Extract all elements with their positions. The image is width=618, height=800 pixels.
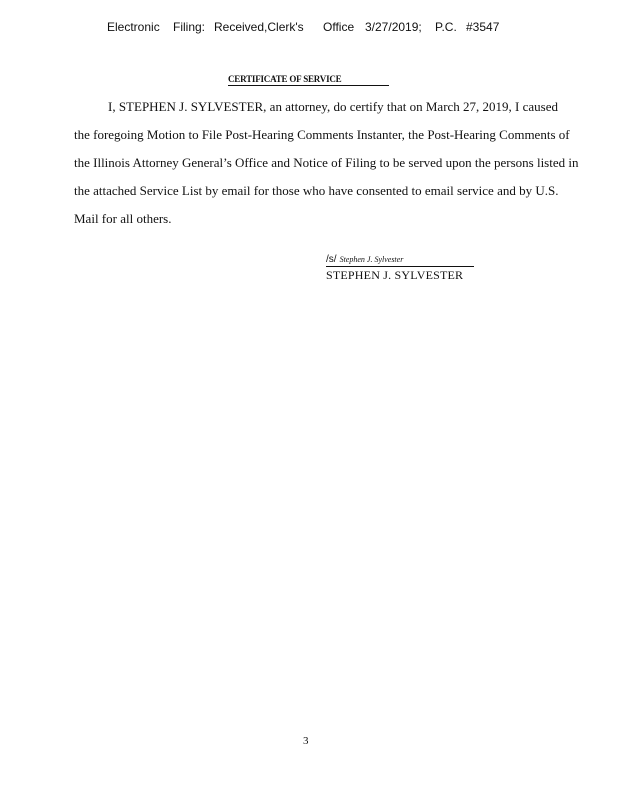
body-line-1: I, STEPHEN J. SYLVESTER, an attorney, do certify that on March 27, 2019, I caused [108,99,558,114]
header-date: 3/27/2019; [365,20,422,34]
signature-line [326,254,474,267]
signature-signed-name: Stephen J. Sylvester [339,255,404,264]
document-title: CERTIFICATE OF SERVICE [228,74,389,86]
signature-slash-mark: /s/ [326,254,337,265]
body-line-3: the Illinois Attorney General’s Office and Notice of Filing to be served upon the persons listed in [74,155,579,170]
header-electronic: Electronic [107,20,160,34]
header-received: Received,Clerk's [214,20,304,34]
header-pc: P.C. [435,20,457,34]
header-filing: Filing: [173,20,206,34]
body-line-2: the foregoing Motion to File Post-Hearing Comments Instanter, the Post-Hearing Comments of [74,127,570,142]
body-line-5: Mail for all others. [74,211,172,226]
signature-printed-name: STEPHEN J. SYLVESTER [326,268,464,282]
header-number: #3547 [466,20,500,34]
header-office: Office [323,20,355,34]
page-number: 3 [303,735,309,747]
body-line-4: the attached Service List by email for those who have consented to email service and by U.S. [74,183,559,198]
signature-block [326,254,474,283]
